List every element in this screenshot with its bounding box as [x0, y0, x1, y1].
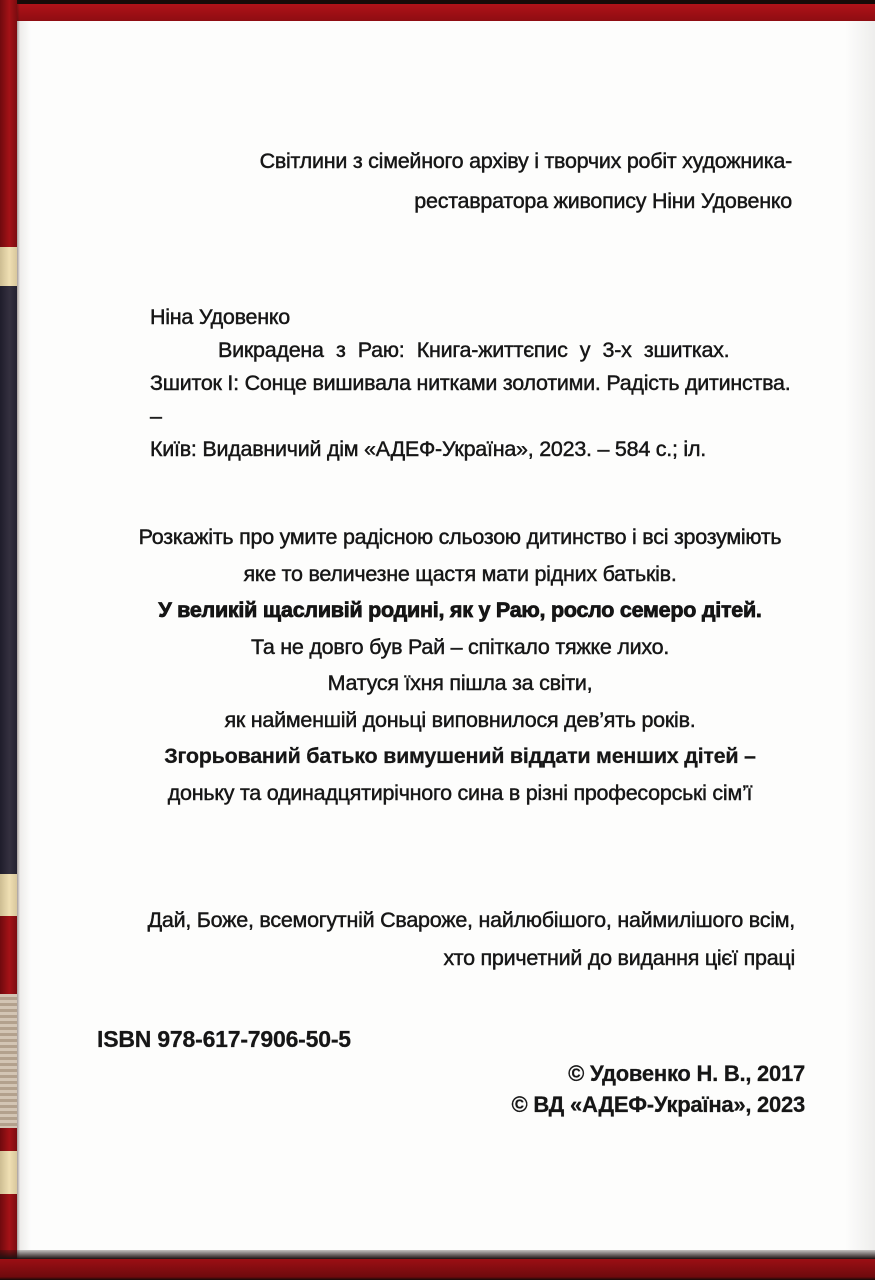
poem-line: доньку та одинадцятирічного сина в різні професорські сім’ї — [167, 780, 753, 805]
spine-segment-cream — [0, 874, 17, 916]
photo-credit — [172, 141, 792, 221]
copyright-line: © ВД «АДЕФ-Україна», 2023 — [511, 1092, 805, 1117]
spine-segment-cream — [0, 247, 17, 286]
biblio-author: Ніна Удовенко — [150, 305, 290, 329]
biblio-subtitle: Зшиток І: Сонце вишивала нитками золотими. Радість дитинства. – — [150, 371, 791, 428]
copyright-block — [305, 1058, 805, 1120]
spine-segment-navy — [0, 286, 17, 874]
poem-line: Розкажіть про умите радісною сльозою дитинство і всі зрозуміють — [138, 525, 782, 549]
book-spine-stripe — [0, 0, 17, 1280]
dedication-line: хто причетний до видання цієї праці — [443, 946, 795, 970]
spine-segment-red — [0, 1128, 17, 1151]
spine-segment-red — [0, 916, 17, 994]
bibliographic-record — [150, 301, 796, 466]
poem-line: як найменшій доньці виповнилося дев’ять років. — [224, 707, 696, 732]
spine-segment-woven-band — [0, 994, 17, 1128]
poem-line: Згорьований батько вимушений віддати менших дітей – — [164, 744, 756, 768]
biblio-title: Викрадена з Раю: Книга-життєпис у 3-х зшитках. — [218, 338, 730, 362]
spine-segment-red — [0, 0, 17, 247]
poem-line: Та не довго був Рай – спіткало тяжке лихо. — [250, 634, 670, 659]
isbn-number: ISBN 978-617-7906-50-5 — [97, 1026, 351, 1052]
poem-line: У великій щасливій родині, як у Раю, росло семеро дітей. — [158, 598, 762, 622]
poem-line: яке то величезне щастя мати рідних батьків. — [243, 561, 677, 586]
poem-line: Матуся їхня пішла за світи, — [327, 671, 593, 695]
annotation-poem — [110, 519, 810, 811]
copyright-line: © Удовенко Н. В., 2017 — [568, 1061, 805, 1086]
dedication-line: Дай, Боже, всемогутній Свароже, найлюбішого, наймилішого всім, — [147, 908, 795, 932]
cover-edge-bottom-shadow — [0, 1250, 875, 1259]
cover-edge-top-red — [0, 4, 875, 21]
biblio-imprint: Київ: Видавничий дім «АДЕФ-Україна», 2023. – 584 с.; іл. — [150, 437, 706, 461]
photo-credit-line: реставратора живопису Ніни Удовенко — [414, 189, 792, 213]
cover-edge-bottom-red — [0, 1259, 875, 1280]
page-edge-shadow — [845, 21, 875, 1250]
photo-credit-line: Світлини з сімейного архіву і творчих робіт художника- — [259, 149, 792, 173]
spine-segment-cream — [0, 1151, 17, 1194]
dedication — [115, 901, 795, 977]
page-gutter-shadow — [17, 21, 31, 1250]
